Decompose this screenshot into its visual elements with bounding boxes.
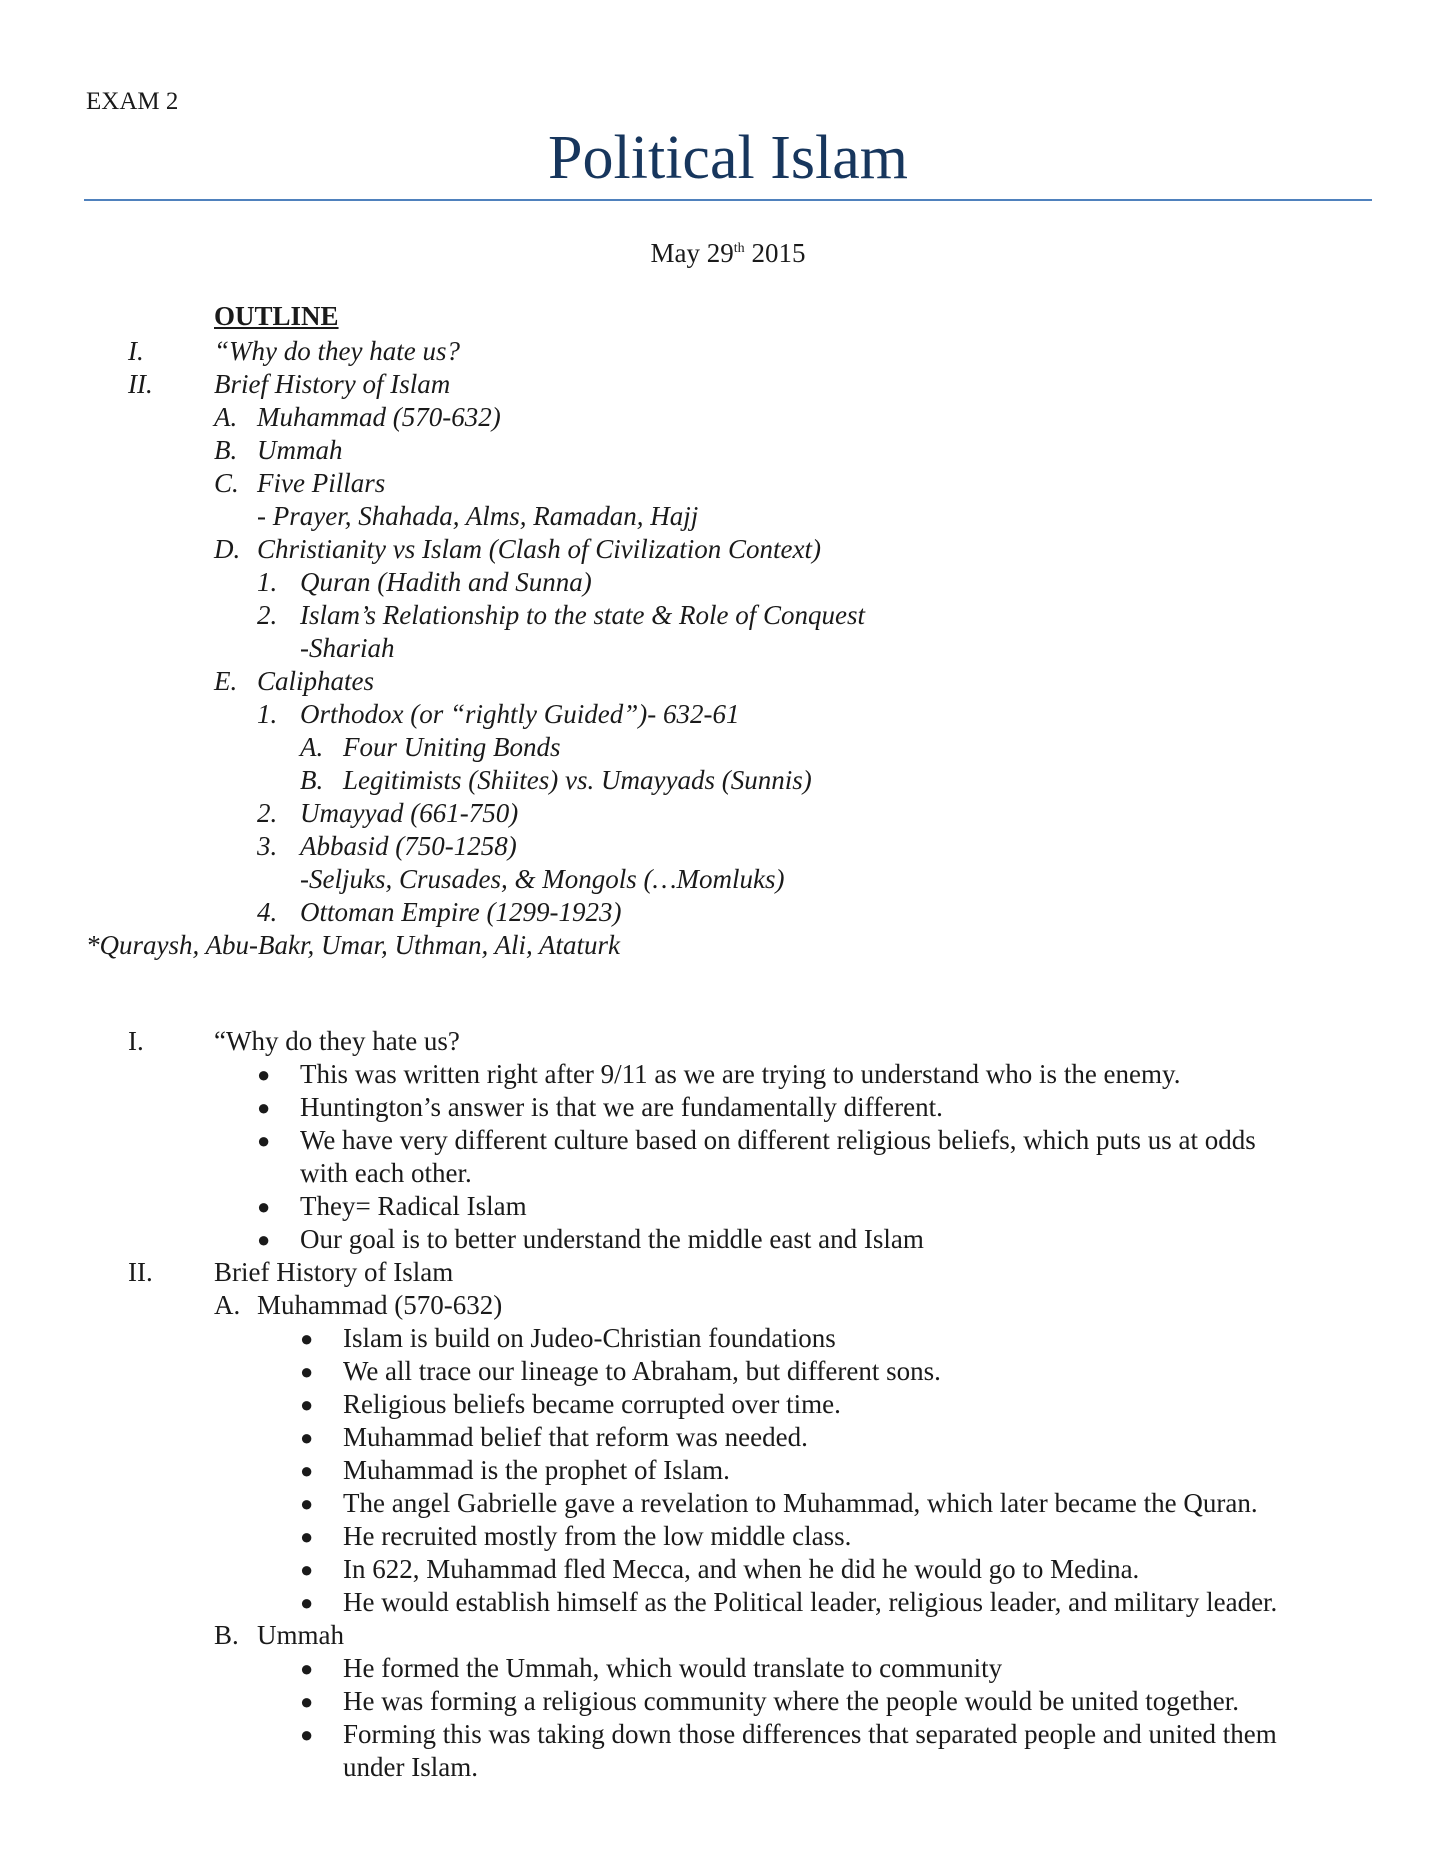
bullet-icon: ● (300, 1557, 314, 1582)
bullet-icon: ● (257, 1227, 271, 1252)
bullet-text: Our goal is to better understand the middle east and Islam (300, 1224, 924, 1254)
bullet-text: He would establish himself as the Political leader, religious leader, and military leader. (343, 1587, 1278, 1617)
outline-text: “Why do they hate us? (214, 336, 460, 366)
bullet-text: We all trace our lineage to Abraham, but different sons. (343, 1356, 941, 1386)
bullet-icon: ● (300, 1458, 314, 1483)
subsection-title: Muhammad (570-632) (257, 1290, 503, 1320)
bullet-icon: ● (300, 1359, 314, 1384)
bullet-text: He formed the Ummah, which would translate to community (343, 1653, 1003, 1683)
bullet-icon: ● (300, 1326, 314, 1351)
bullet-text: Islam is build on Judeo-Christian foundations (343, 1323, 836, 1353)
bullet-icon: ● (300, 1722, 314, 1747)
outline-marker: 4. (257, 897, 278, 927)
outline-marker: E. (214, 666, 238, 696)
section-marker: II. (128, 1257, 153, 1287)
outline-text: Ottoman Empire (1299-1923) (300, 897, 622, 927)
date-main: May 29 (650, 238, 734, 268)
bullet-icon: ● (257, 1062, 271, 1087)
outline-text: Caliphates (257, 666, 375, 696)
date-year: 2015 (744, 238, 806, 268)
bullet-icon: ● (300, 1656, 314, 1681)
outline-text: Legitimists (Shiites) vs. Umayyads (Sunnis) (343, 765, 812, 795)
outline-marker: 2. (257, 600, 278, 630)
outline-marker: A. (300, 732, 324, 762)
outline-text: - Prayer, Shahada, Alms, Ramadan, Hajj (257, 501, 699, 531)
outline-text: Brief History of Islam (214, 369, 451, 399)
section-title: “Why do they hate us? (214, 1026, 460, 1056)
bullet-text: He was forming a religious community where the people would be united together. (343, 1686, 1240, 1716)
outline-heading: OUTLINE (214, 301, 339, 331)
outline-marker: D. (214, 534, 241, 564)
document-title: Political Islam (548, 124, 908, 192)
outline-text: Quran (Hadith and Sunna) (300, 567, 592, 597)
section-marker: I. (128, 1026, 144, 1056)
bullet-text: They= Radical Islam (300, 1191, 527, 1221)
bullet-icon: ● (257, 1095, 271, 1120)
outline-marker: 2. (257, 798, 278, 828)
bullet-icon: ● (300, 1524, 314, 1549)
date-ordinal: th (733, 241, 745, 256)
bullet-text: This was written right after 9/11 as we are trying to understand who is the enemy. (300, 1059, 1181, 1089)
bullet-text: He recruited mostly from the low middle class. (343, 1521, 852, 1551)
outline-marker: B. (300, 765, 324, 795)
outline-text: -Shariah (300, 633, 395, 663)
outline-text: Islam’s Relationship to the state & Role of Conquest (300, 600, 865, 630)
bullet-text: Muhammad belief that reform was needed. (343, 1422, 808, 1452)
bullet-text: with each other. (300, 1158, 472, 1188)
outline-text: Umayyad (661-750) (300, 798, 519, 828)
bullet-text: Religious beliefs became corrupted over time. (343, 1389, 841, 1419)
outline-marker: 1. (257, 567, 278, 597)
subsection-marker: B. (214, 1620, 239, 1650)
bullet-text: We have very different culture based on different religious beliefs, which puts us at odds (300, 1125, 1256, 1155)
outline-marker: 1. (257, 699, 278, 729)
bullet-icon: ● (257, 1128, 271, 1153)
outline-marker: B. (214, 435, 238, 465)
outline-marker: I. (128, 336, 144, 366)
outline-marker: A. (214, 402, 238, 432)
bullet-text: Huntington’s answer is that we are fundamentally different. (300, 1092, 943, 1122)
title-underline (84, 199, 1372, 201)
exam-label: EXAM 2 (86, 88, 179, 115)
outline-text: Ummah (257, 435, 343, 465)
bullet-icon: ● (300, 1689, 314, 1714)
outline-text: Abbasid (750-1258) (300, 831, 517, 861)
bullet-text: In 622, Muhammad fled Mecca, and when he did he would go to Medina. (343, 1554, 1140, 1584)
section-title: Brief History of Islam (214, 1257, 454, 1287)
outline-text: Muhammad (570-632) (257, 402, 501, 432)
bullet-text: Muhammad is the prophet of Islam. (343, 1455, 730, 1485)
bullet-icon: ● (257, 1194, 271, 1219)
bullet-icon: ● (300, 1590, 314, 1615)
outline-marker: II. (128, 369, 153, 399)
outline-text: Four Uniting Bonds (343, 732, 561, 762)
subsection-title: Ummah (257, 1620, 344, 1650)
outline-text: Five Pillars (257, 468, 386, 498)
bullet-icon: ● (300, 1392, 314, 1417)
bullet-text: The angel Gabrielle gave a revelation to Muhammad, which later became the Quran. (343, 1488, 1258, 1518)
outline-text: Orthodox (or “rightly Guided”)- 632-61 (300, 699, 740, 729)
footnote-text: *Quraysh, Abu-Bakr, Umar, Uthman, Ali, Ataturk (86, 930, 621, 960)
bullet-icon: ● (300, 1491, 314, 1516)
subsection-marker: A. (214, 1290, 241, 1320)
bullet-text: under Islam. (343, 1752, 478, 1782)
outline-marker: C. (214, 468, 239, 498)
outline-marker: 3. (257, 831, 278, 861)
outline-text: Christianity vs Islam (Clash of Civilization Context) (257, 534, 821, 564)
bullet-icon: ● (300, 1425, 314, 1450)
document-date (0, 238, 1456, 269)
bullet-text: Forming this was taking down those differences that separated people and united them (343, 1719, 1277, 1749)
outline-text: -Seljuks, Crusades, & Mongols (…Momluks) (300, 864, 785, 894)
